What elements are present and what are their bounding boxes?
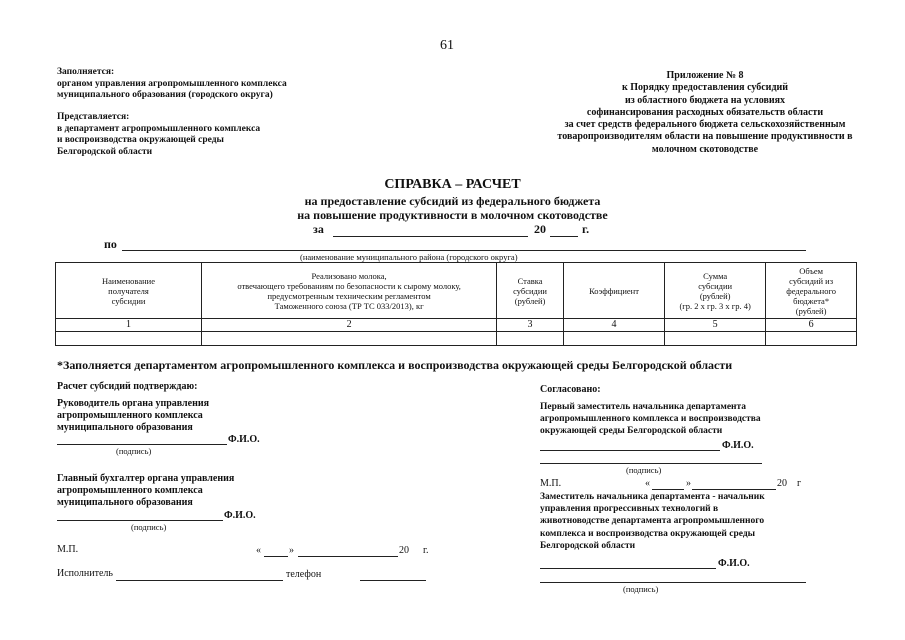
- header-subsidy-sum: Сумма субсидии (рублей) (гр. 2 х гр. 3 х гр. 4): [665, 263, 766, 319]
- quote-open: «: [645, 478, 650, 489]
- stamp-label: М.П.: [57, 544, 79, 555]
- deputy-line: управления прогрессивных технологий в: [540, 504, 719, 515]
- za-label: за: [313, 222, 324, 236]
- column-number: 1: [56, 319, 202, 332]
- deputy-line: Заместитель начальника департамента - начальник: [540, 492, 765, 502]
- submitted-line: Белгородской области: [57, 146, 153, 157]
- column-number: 6: [766, 319, 857, 332]
- quote-open: «: [256, 545, 261, 556]
- phone-label: телефон: [286, 569, 322, 580]
- filled-by-line: муниципального образования (городского округа): [57, 90, 273, 100]
- year-field: [550, 236, 578, 237]
- quote-close: »: [686, 478, 691, 489]
- header-milk-sold: Реализовано молока, отвечающего требованиям по безопасности к сырому молоку, предусмотренным техническим регламентом Таможенного союза (ТР ТС 033/2013), кг: [202, 263, 497, 319]
- first-deputy-block: [540, 401, 761, 437]
- first-deputy-line: агропромышленного комплекса и воспроизводства: [540, 414, 761, 424]
- column-number: 4: [563, 319, 664, 332]
- year-suffix: г.: [423, 545, 429, 556]
- district-caption: (наименование муниципального района (городского округа): [300, 252, 518, 262]
- page-number: 61: [440, 38, 454, 53]
- day-field[interactable]: [652, 489, 684, 490]
- table-cell[interactable]: [563, 332, 664, 346]
- appendix-line: молочном скотоводстве: [651, 143, 759, 155]
- po-label: по: [104, 237, 117, 251]
- head-title-line: агропромышленного комплекса: [57, 410, 203, 421]
- table-cell[interactable]: [202, 332, 497, 346]
- first-deputy-line: окружающей среды Белгородской области: [540, 426, 723, 436]
- deputy-line: животноводстве департамента агропромышленного: [540, 516, 765, 527]
- footnote: *Заполняется департаментом агропромышленного комплекса и воспроизводства окружающей среды Белгородской области: [57, 358, 733, 372]
- filled-by-line: органом управления агропромышленного комплекса: [57, 78, 287, 89]
- deputy-line: Белгородской области: [540, 540, 636, 551]
- header-recipient: Наименование получателя субсидии: [56, 263, 202, 319]
- submitted-line: и воспроизводства окружающей среды: [57, 135, 224, 145]
- appendix-line: из областного бюджета на условиях: [624, 94, 786, 106]
- first-deputy-fio-label: Ф.И.О.: [722, 440, 754, 451]
- submitted-block: [57, 112, 260, 158]
- deputy-fio-label: Ф.И.О.: [718, 558, 750, 569]
- phone-field[interactable]: [360, 580, 426, 581]
- appendix-line: Приложение № 8: [666, 70, 744, 81]
- column-number: 5: [665, 319, 766, 332]
- header-rate: Ставка субсидии (рублей): [497, 263, 564, 319]
- table-cell[interactable]: [665, 332, 766, 346]
- month-field[interactable]: [692, 489, 776, 490]
- executor-label: Исполнитель: [57, 568, 113, 579]
- document-subtitle: на предоставление субсидий из федерального бюджета: [304, 194, 601, 208]
- header-coefficient: Коэффициент: [563, 263, 664, 319]
- head-signature-line[interactable]: [57, 444, 227, 445]
- accountant-signature-caption: (подпись): [131, 522, 167, 532]
- appendix-line: к Порядку предоставления субсидий: [621, 82, 789, 94]
- appendix-block: [520, 70, 890, 156]
- filled-by-block: [57, 67, 287, 102]
- submitted-line: в департамент агропромышленного комплекса: [57, 123, 261, 134]
- deputy-extra-line: [540, 582, 806, 583]
- period-field: [333, 236, 528, 237]
- appendix-line: софинансирования расходных обязательств области: [586, 106, 824, 118]
- calculation-table: [55, 262, 857, 346]
- year-suffix: г: [797, 478, 802, 489]
- deputy-signature-line[interactable]: [540, 568, 716, 569]
- document-subtitle: на повышение продуктивности в молочном скотоводстве: [297, 208, 608, 222]
- executor-field[interactable]: [116, 580, 283, 581]
- column-number: 2: [202, 319, 497, 332]
- column-number: 3: [497, 319, 564, 332]
- year-prefix: 20: [777, 478, 787, 489]
- year-suffix: г.: [582, 222, 590, 236]
- head-signature-caption: (подпись): [116, 446, 152, 456]
- district-field: [122, 250, 806, 251]
- day-field[interactable]: [264, 556, 288, 557]
- table-cell[interactable]: [766, 332, 857, 346]
- table-cell[interactable]: [497, 332, 564, 346]
- accountant-title-line: Главный бухгалтер органа управления: [57, 473, 235, 484]
- first-deputy-extra-line: [540, 463, 762, 464]
- deputy-signature-caption: (подпись): [623, 584, 659, 594]
- month-field[interactable]: [298, 556, 398, 557]
- accountant-title-line: муниципального образования: [57, 497, 193, 508]
- head-title-line: муниципального образования: [57, 422, 193, 433]
- header-federal-volume: Объем субсидий из федерального бюджета* (рублей): [766, 263, 857, 319]
- quote-close: »: [289, 545, 294, 556]
- filled-by-title: Заполняется:: [57, 67, 115, 77]
- year-prefix: 20: [399, 545, 409, 556]
- accountant-signature-line[interactable]: [57, 520, 223, 521]
- table-number-row: [56, 319, 857, 332]
- stamp-label: М.П.: [540, 478, 562, 489]
- head-title-line: Руководитель органа управления: [57, 398, 210, 409]
- table-cell[interactable]: [56, 332, 202, 346]
- first-deputy-signature-caption: (подпись): [626, 465, 662, 475]
- appendix-line: товаропроизводителям области на повышение продуктивности в: [557, 131, 853, 143]
- deputy-line: комплекса и воспроизводства окружающей среды: [540, 528, 756, 539]
- accountant-fio-label: Ф.И.О.: [224, 510, 256, 521]
- first-deputy-line: Первый заместитель начальника департамента: [540, 402, 747, 412]
- document-title: СПРАВКА – РАСЧЕТ: [384, 177, 521, 192]
- accountant-title-block: [57, 473, 234, 509]
- accountant-title-line: агропромышленного комплекса: [57, 485, 203, 496]
- table-row: [56, 332, 857, 346]
- year-prefix: 20: [534, 222, 546, 236]
- agreed-label: Согласовано:: [540, 384, 601, 395]
- deputy-block: [540, 491, 765, 552]
- confirm-label: Расчет субсидий подтверждаю:: [57, 381, 198, 392]
- table-header-row: [56, 263, 857, 319]
- first-deputy-signature-line[interactable]: [540, 450, 720, 451]
- head-fio-label: Ф.И.О.: [228, 434, 260, 445]
- appendix-line: за счет средств федерального бюджета сельскохозяйственным: [564, 119, 846, 131]
- head-title-block: [57, 398, 209, 434]
- submitted-title: Представляется:: [57, 112, 130, 122]
